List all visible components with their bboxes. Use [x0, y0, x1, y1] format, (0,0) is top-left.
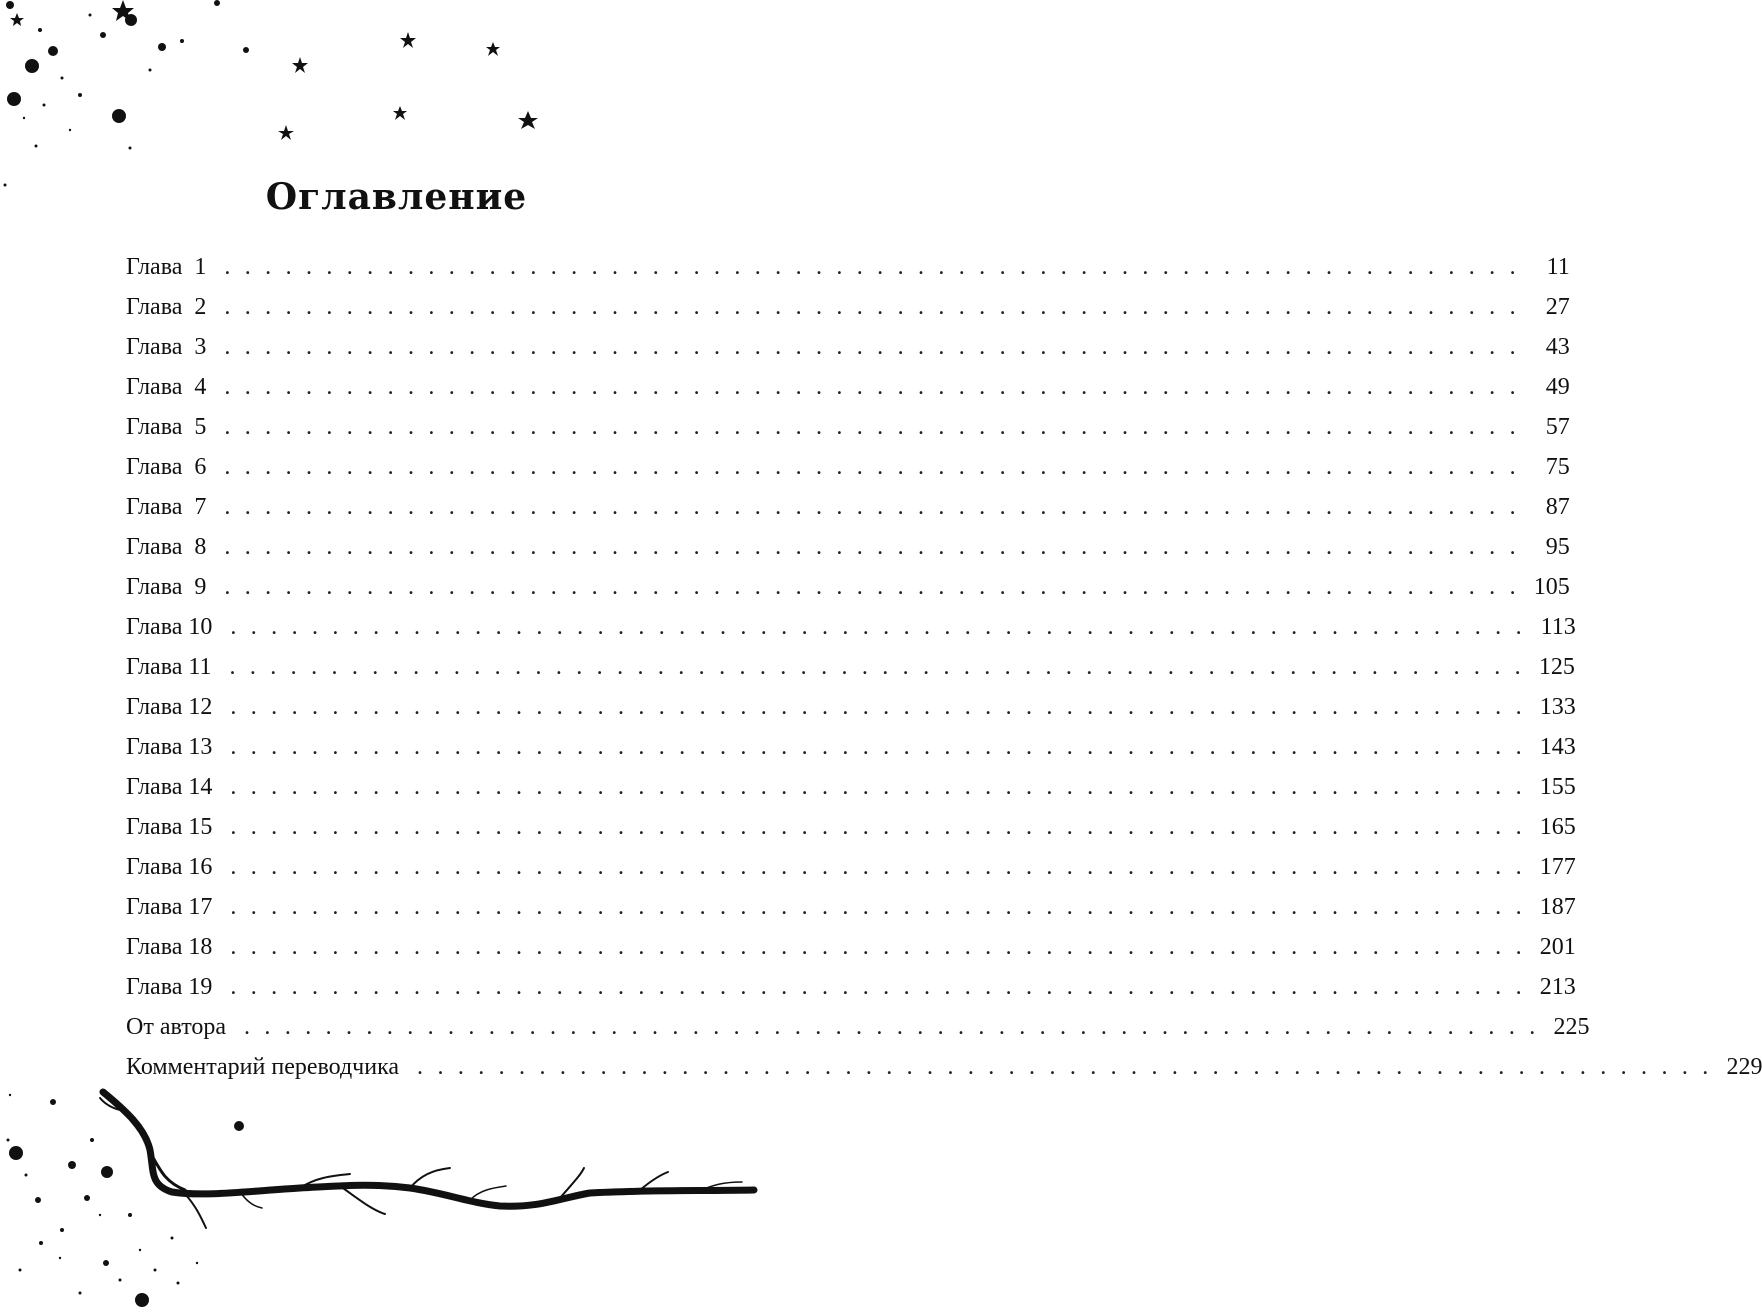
toc-entry-page: 177: [1539, 854, 1576, 880]
toc-entry-page: 95: [1545, 534, 1570, 560]
toc-entry-label: Глава 17: [126, 894, 213, 920]
toc-entry-label: Глава 14: [126, 774, 213, 800]
toc-entry[interactable]: [126, 254, 1570, 294]
toc-entry-page: 43: [1545, 334, 1570, 360]
toc-entry-label: Глава 7: [126, 494, 207, 520]
star-icon: [278, 125, 294, 140]
toc-entry-page: 49: [1545, 374, 1570, 400]
toc-entry-page: 75: [1545, 454, 1570, 480]
toc-entry[interactable]: [126, 614, 1576, 654]
toc-entry-page: 187: [1539, 894, 1576, 920]
star-icon: [292, 57, 308, 73]
dot-leader: . . . . . . . . . . . . . . . . . . . . . . . . . . . . . . . . . . . . . . . . . . . . . . . . . . . . . . . . . . . . . . . .: [224, 494, 1520, 520]
dot-leader: . . . . . . . . . . . . . . . . . . . . . . . . . . . . . . . . . . . . . . . . . . . . . . . . . . . . . . . . . . . . . . . .: [230, 694, 1526, 720]
toc-entry-page: 225: [1553, 1014, 1590, 1040]
toc-entry-label: Глава 3: [126, 334, 207, 360]
dot-leader: . . . . . . . . . . . . . . . . . . . . . . . . . . . . . . . . . . . . . . . . . . . . . . . . . . . . . . . . . . . . . . . .: [224, 454, 1520, 480]
dot-leader: . . . . . . . . . . . . . . . . . . . . . . . . . . . . . . . . . . . . . . . . . . . . . . . . . . . . . . . . . . . . . . . .: [229, 654, 1525, 680]
star-icon: [400, 32, 416, 48]
dot-leader: . . . . . . . . . . . . . . . . . . . . . . . . . . . . . . . . . . . . . . . . . . . . . . . . . . . . . . . . . . . . . . . .: [224, 254, 1520, 280]
dot-leader: . . . . . . . . . . . . . . . . . . . . . . . . . . . . . . . . . . . . . . . . . . . . . . . . . . . . . . . . . . . . . . . .: [224, 414, 1520, 440]
toc-entry-label: Глава 8: [126, 534, 207, 560]
dot-leader: . . . . . . . . . . . . . . . . . . . . . . . . . . . . . . . . . . . . . . . . . . . . . . . . . . . . . . . . . . . . . . . .: [224, 574, 1520, 600]
toc-entry-label: Глава 5: [126, 414, 207, 440]
dot-leader: . . . . . . . . . . . . . . . . . . . . . . . . . . . . . . . . . . . . . . . . . . . . . . . . . . . . . . . . . . . . . . . .: [224, 334, 1520, 360]
dot-leader: . . . . . . . . . . . . . . . . . . . . . . . . . . . . . . . . . . . . . . . . . . . . . . . . . . . . . . . . . . . . . . . .: [417, 1054, 1713, 1080]
dot-leader: . . . . . . . . . . . . . . . . . . . . . . . . . . . . . . . . . . . . . . . . . . . . . . . . . . . . . . . . . . . . . . . .: [224, 294, 1520, 320]
dot-decoration-top: [4, 0, 250, 187]
dot-leader: . . . . . . . . . . . . . . . . . . . . . . . . . . . . . . . . . . . . . . . . . . . . . . . . . . . . . . . . . . . . . . . .: [230, 854, 1526, 880]
dot-leader: . . . . . . . . . . . . . . . . . . . . . . . . . . . . . . . . . . . . . . . . . . . . . . . . . . . . . . . . . . . . . . . .: [224, 374, 1520, 400]
dot-leader: . . . . . . . . . . . . . . . . . . . . . . . . . . . . . . . . . . . . . . . . . . . . . . . . . . . . . . . . . . . . . . . .: [244, 1014, 1540, 1040]
toc-entry[interactable]: [126, 654, 1575, 694]
toc-entry-label: Глава 9: [126, 574, 207, 600]
star-icon: [393, 106, 407, 120]
toc-entry-label: Глава 16: [126, 854, 213, 880]
table-of-contents: [126, 254, 1762, 1094]
dot-leader: . . . . . . . . . . . . . . . . . . . . . . . . . . . . . . . . . . . . . . . . . . . . . . . . . . . . . . . . . . . . . . . .: [230, 974, 1526, 1000]
star-decoration-top: [10, 0, 538, 140]
toc-entry-page: 57: [1545, 414, 1570, 440]
toc-entry-label: Глава 2: [126, 294, 207, 320]
toc-entry[interactable]: [126, 934, 1576, 974]
branch-decoration-bottom: [100, 1092, 754, 1228]
toc-entry-label: Комментарий переводчика: [126, 1054, 400, 1080]
toc-entry-page: 113: [1540, 614, 1576, 640]
toc-entry[interactable]: [126, 734, 1576, 774]
toc-entry[interactable]: [126, 854, 1576, 894]
toc-entry[interactable]: [126, 814, 1576, 854]
toc-entry-page: 11: [1546, 254, 1570, 280]
toc-entry-label: Глава 1: [126, 254, 207, 280]
toc-entry[interactable]: [126, 414, 1570, 454]
toc-entry-page: 165: [1539, 814, 1576, 840]
toc-entry[interactable]: [126, 334, 1570, 374]
toc-entry-page: 133: [1539, 694, 1576, 720]
toc-entry[interactable]: [126, 774, 1576, 814]
page-title: Оглавление: [265, 176, 528, 218]
star-icon: [486, 42, 500, 56]
dot-decoration-bottom: [7, 1094, 245, 1307]
toc-entry-page: 229: [1726, 1054, 1762, 1080]
toc-entry[interactable]: [126, 294, 1570, 334]
toc-entry-page: 105: [1533, 574, 1570, 600]
toc-entry[interactable]: [126, 1014, 1590, 1054]
toc-entry-label: Глава 4: [126, 374, 207, 400]
toc-entry[interactable]: [126, 974, 1576, 1014]
toc-entry[interactable]: [126, 494, 1570, 534]
toc-entry[interactable]: [126, 1054, 1762, 1094]
dot-leader: . . . . . . . . . . . . . . . . . . . . . . . . . . . . . . . . . . . . . . . . . . . . . . . . . . . . . . . . . . . . . . . .: [230, 814, 1526, 840]
toc-entry-page: 201: [1539, 934, 1576, 960]
toc-entry-page: 143: [1539, 734, 1576, 760]
toc-entry-page: 125: [1538, 654, 1575, 680]
dot-leader: . . . . . . . . . . . . . . . . . . . . . . . . . . . . . . . . . . . . . . . . . . . . . . . . . . . . . . . . . . . . . . . .: [230, 934, 1526, 960]
toc-entry-label: Глава 11: [126, 654, 212, 680]
toc-entry-page: 213: [1539, 974, 1576, 1000]
toc-entry-label: От автора: [126, 1014, 227, 1040]
toc-entry-label: Глава 6: [126, 454, 207, 480]
dot-leader: . . . . . . . . . . . . . . . . . . . . . . . . . . . . . . . . . . . . . . . . . . . . . . . . . . . . . . . . . . . . . . . .: [224, 534, 1520, 560]
toc-entry-label: Глава 18: [126, 934, 213, 960]
dot-leader: . . . . . . . . . . . . . . . . . . . . . . . . . . . . . . . . . . . . . . . . . . . . . . . . . . . . . . . . . . . . . . . .: [230, 774, 1526, 800]
toc-entry-label: Глава 13: [126, 734, 213, 760]
toc-entry-label: Глава 15: [126, 814, 213, 840]
toc-entry-page: 27: [1545, 294, 1570, 320]
toc-entry-label: Глава 12: [126, 694, 213, 720]
toc-entry-page: 155: [1539, 774, 1576, 800]
toc-entry[interactable]: [126, 374, 1570, 414]
dot-leader: . . . . . . . . . . . . . . . . . . . . . . . . . . . . . . . . . . . . . . . . . . . . . . . . . . . . . . . . . . . . . . . .: [230, 734, 1526, 760]
toc-entry[interactable]: [126, 534, 1570, 574]
toc-entry-label: Глава 19: [126, 974, 213, 1000]
toc-entry-label: Глава 10: [126, 614, 213, 640]
toc-entry[interactable]: [126, 574, 1570, 614]
star-icon: [518, 111, 538, 129]
toc-entry[interactable]: [126, 454, 1570, 494]
toc-entry[interactable]: [126, 894, 1576, 934]
dot-leader: . . . . . . . . . . . . . . . . . . . . . . . . . . . . . . . . . . . . . . . . . . . . . . . . . . . . . . . . . . . . . . . .: [230, 894, 1526, 920]
toc-entry-page: 87: [1545, 494, 1570, 520]
toc-entry[interactable]: [126, 694, 1576, 734]
dot-leader: . . . . . . . . . . . . . . . . . . . . . . . . . . . . . . . . . . . . . . . . . . . . . . . . . . . . . . . . . . . . . . . .: [230, 614, 1526, 640]
star-icon: [10, 13, 24, 26]
